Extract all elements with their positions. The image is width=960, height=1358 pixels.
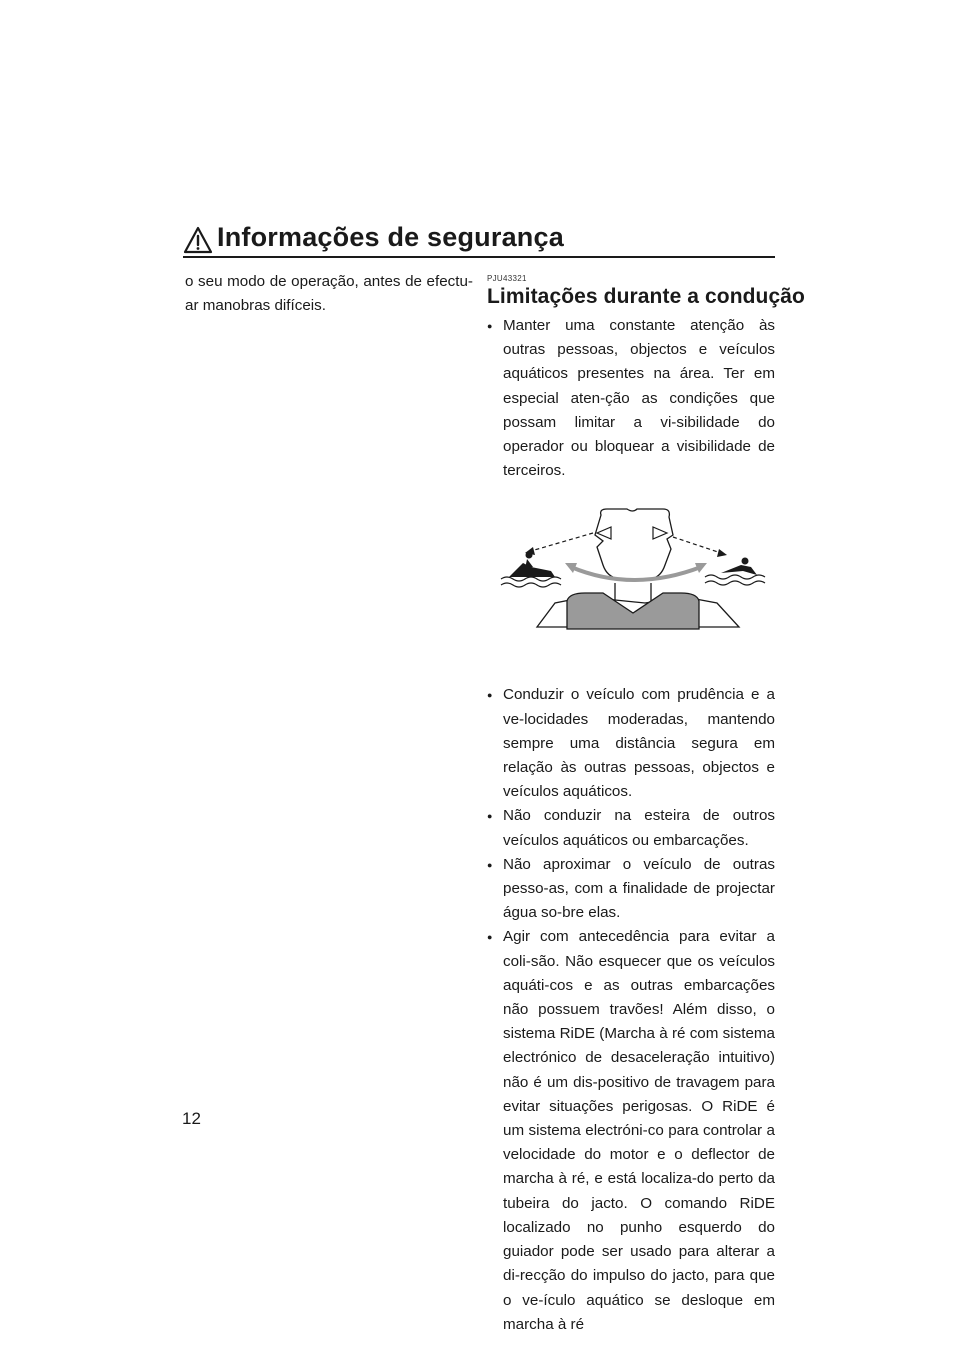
- page-number: 12: [182, 1109, 201, 1128]
- visibility-illustration: [495, 505, 771, 645]
- swimmer-icon: [721, 558, 757, 576]
- warning-triangle-icon: [183, 226, 213, 254]
- section-title: Limitações durante a condução: [487, 285, 805, 308]
- watercraft-icon: [509, 552, 555, 578]
- bullet-list-bottom: [487, 683, 775, 1336]
- list-item: ● Conduzir o veículo com prudência e a ve-locidades moderadas, mantendo sempre uma distância segura em relação às outras pessoas, objectos e veículos aquáticos.: [487, 683, 775, 804]
- left-column-text: o seu modo de operação, antes de efectu-ar manobras difíceis.: [185, 273, 473, 315]
- left-sight-line: [531, 533, 593, 551]
- header-rule: [183, 256, 775, 258]
- right-sight-line: [673, 537, 721, 553]
- rider-head: [595, 509, 673, 579]
- section-code: PJU43321: [487, 274, 527, 283]
- right-column: [487, 270, 805, 1337]
- list-item: ● Não conduzir na esteira de outros veículos aquáticos ou embarcações.: [487, 804, 775, 852]
- bullet-list-top: [487, 314, 775, 483]
- page-title: Informações de segurança: [217, 222, 564, 252]
- list-item: ● Não aproximar o veículo de outras pesso-as, com a finalidade de projectar água so-bre elas.: [487, 853, 775, 926]
- list-item: ● Manter uma constante atenção às outras pessoas, objectos e veículos aquáticos presentes na área. Ter em especial aten-ção as condições que possam limitar a vi-sibilidade do operador ou bloquear a visibilidade de terceiros.: [487, 314, 775, 483]
- page-header: [183, 224, 775, 260]
- list-item: ● Agir com antecedência para evitar a coli-são. Não esquecer que os veículos aquáti-cos e as outras embarcações não possuem travões! Além disso, o sistema RiDE (Marcha à ré com sistema electrónico de desaceleração intuitivo) não é um dis-positivo de travagem para evitar situações perigosas. O RiDE é um sistema electróni-co para controlar a velocidade do motor e o deflector de marcha à ré, e está localiza-do perto da tubeira do jacto. O comando RiDE localizado no punho esquerdo do guiador pode ser usado para alterar a di-recção do impulso do jacto, para que o ve-ículo aquático se desloque em marcha à ré: [487, 925, 775, 1336]
